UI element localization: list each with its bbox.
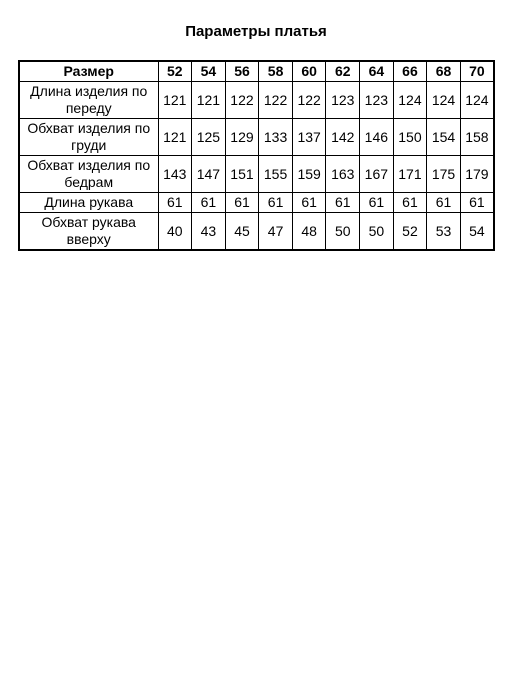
table-cell: 147 bbox=[192, 156, 226, 193]
table-cell: 137 bbox=[292, 119, 326, 156]
size-header: 56 bbox=[225, 61, 259, 82]
row-label-line: вверху bbox=[66, 231, 111, 247]
row-label-line: Обхват изделия по bbox=[27, 120, 151, 136]
table-cell: 43 bbox=[192, 213, 226, 251]
size-header: 68 bbox=[427, 61, 461, 82]
table-cell: 123 bbox=[360, 82, 394, 119]
row-label bbox=[19, 193, 158, 213]
table-row bbox=[19, 213, 494, 251]
table-header-row bbox=[19, 61, 494, 82]
table-cell: 133 bbox=[259, 119, 293, 156]
table-cell: 61 bbox=[259, 193, 293, 213]
table-cell: 61 bbox=[393, 193, 427, 213]
table-cell: 52 bbox=[393, 213, 427, 251]
table-cell: 61 bbox=[225, 193, 259, 213]
row-label bbox=[19, 82, 158, 119]
table-cell: 150 bbox=[393, 119, 427, 156]
size-chart-table bbox=[18, 60, 495, 251]
table-cell: 143 bbox=[158, 156, 192, 193]
table-cell: 40 bbox=[158, 213, 192, 251]
table-cell: 179 bbox=[460, 156, 494, 193]
size-header: 58 bbox=[259, 61, 293, 82]
table-cell: 129 bbox=[225, 119, 259, 156]
table-cell: 61 bbox=[360, 193, 394, 213]
table-cell: 142 bbox=[326, 119, 360, 156]
table-cell: 159 bbox=[292, 156, 326, 193]
row-label-line: переду bbox=[65, 100, 112, 116]
table-cell: 54 bbox=[460, 213, 494, 251]
table-cell: 163 bbox=[326, 156, 360, 193]
table-cell: 61 bbox=[427, 193, 461, 213]
table-cell: 146 bbox=[360, 119, 394, 156]
row-label-line: груди bbox=[71, 137, 107, 153]
row-label-line: Обхват изделия по bbox=[27, 157, 151, 173]
table-cell: 171 bbox=[393, 156, 427, 193]
table-cell: 121 bbox=[158, 119, 192, 156]
row-label-line: бедрам bbox=[64, 174, 114, 190]
table-cell: 121 bbox=[158, 82, 192, 119]
table-cell: 125 bbox=[192, 119, 226, 156]
row-label-line: Длина изделия по bbox=[30, 83, 148, 99]
table-cell: 122 bbox=[225, 82, 259, 119]
table-row bbox=[19, 193, 494, 213]
size-header: 60 bbox=[292, 61, 326, 82]
table-cell: 158 bbox=[460, 119, 494, 156]
table-row bbox=[19, 82, 494, 119]
table-cell: 122 bbox=[292, 82, 326, 119]
table-cell: 50 bbox=[326, 213, 360, 251]
table-cell: 61 bbox=[460, 193, 494, 213]
table-cell: 155 bbox=[259, 156, 293, 193]
table-cell: 154 bbox=[427, 119, 461, 156]
table-cell: 123 bbox=[326, 82, 360, 119]
table-cell: 167 bbox=[360, 156, 394, 193]
table-row bbox=[19, 119, 494, 156]
table-cell: 61 bbox=[292, 193, 326, 213]
table-cell: 175 bbox=[427, 156, 461, 193]
table-cell: 124 bbox=[460, 82, 494, 119]
table-cell: 53 bbox=[427, 213, 461, 251]
table-cell: 151 bbox=[225, 156, 259, 193]
page-title: Параметры платья bbox=[185, 23, 327, 40]
table-cell: 50 bbox=[360, 213, 394, 251]
size-header: 62 bbox=[326, 61, 360, 82]
size-header: 70 bbox=[460, 61, 494, 82]
table-cell: 124 bbox=[427, 82, 461, 119]
table-cell: 47 bbox=[259, 213, 293, 251]
table-cell: 48 bbox=[292, 213, 326, 251]
row-label bbox=[19, 119, 158, 156]
header-label: Размер bbox=[19, 61, 158, 82]
table-cell: 61 bbox=[326, 193, 360, 213]
row-label-line: Обхват рукава bbox=[41, 214, 136, 230]
table-cell: 61 bbox=[158, 193, 192, 213]
table-cell: 121 bbox=[192, 82, 226, 119]
table-cell: 45 bbox=[225, 213, 259, 251]
row-label bbox=[19, 213, 158, 251]
table-cell: 124 bbox=[393, 82, 427, 119]
row-label bbox=[19, 156, 158, 193]
size-header: 52 bbox=[158, 61, 192, 82]
size-header: 66 bbox=[393, 61, 427, 82]
size-header: 64 bbox=[360, 61, 394, 82]
table-cell: 122 bbox=[259, 82, 293, 119]
table-row bbox=[19, 156, 494, 193]
table-cell: 61 bbox=[192, 193, 226, 213]
size-header: 54 bbox=[192, 61, 226, 82]
row-label-line: Длина рукава bbox=[44, 194, 134, 210]
